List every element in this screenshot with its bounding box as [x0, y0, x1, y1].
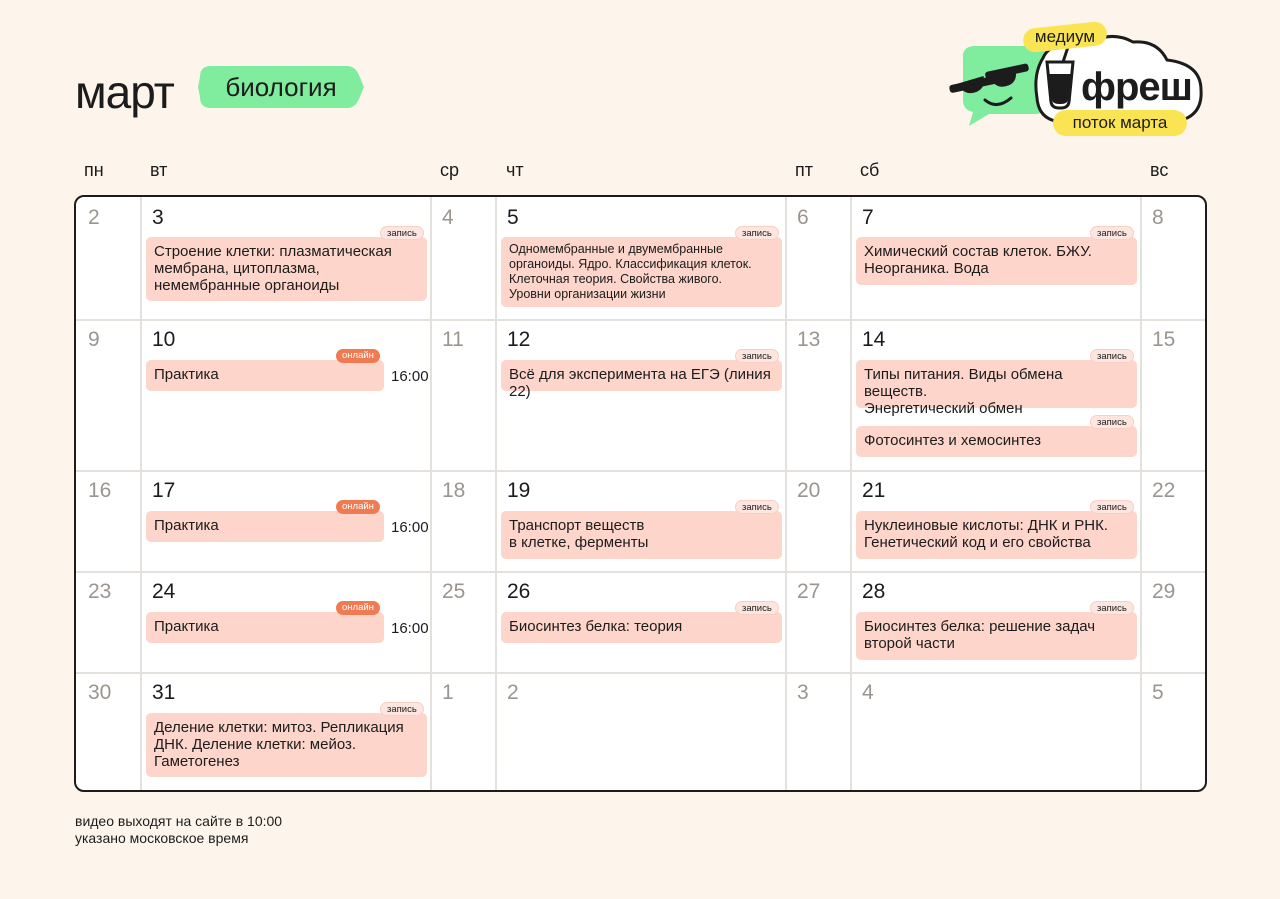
lesson-card[interactable]: Деление клетки: митоз. Репликация ДНК. Деление клетки: мейоз. Гаметогенез	[146, 713, 427, 777]
weekday-mon: пн	[84, 160, 104, 180]
date-cell: 6	[797, 206, 809, 229]
date-cell: 7	[862, 206, 874, 229]
recording-badge: запись	[735, 500, 779, 514]
date-cell: 5	[1152, 681, 1164, 704]
recording-badge: запись	[735, 601, 779, 615]
logo-fresh-label: фреш	[1081, 65, 1193, 109]
date-cell: 12	[507, 328, 531, 351]
date-cell: 31	[152, 681, 176, 704]
online-badge: онлайн	[336, 500, 380, 514]
date-cell: 4	[442, 206, 454, 229]
date-cell: 20	[797, 479, 821, 502]
date-cell: 27	[797, 580, 821, 603]
date-cell: 15	[1152, 328, 1176, 351]
date-cell: 28	[862, 580, 886, 603]
grid-divider	[850, 197, 852, 790]
date-cell: 18	[442, 479, 466, 502]
weekday-fri: пт	[795, 160, 813, 180]
lesson-card[interactable]: Строение клетки: плазматическая мембрана, цитоплазма, немембранные органоиды	[146, 237, 427, 301]
month-title: март	[75, 66, 174, 118]
date-cell: 10	[152, 328, 176, 351]
lesson-card[interactable]: Практика	[146, 511, 384, 542]
footer-line: указано московское время	[75, 830, 249, 846]
lesson-card[interactable]: Биосинтез белка: теория	[501, 612, 782, 643]
lesson-card[interactable]: Транспорт веществ в клетке, ферменты	[501, 511, 782, 559]
logo-medium-label: медиум	[1034, 27, 1096, 46]
date-cell: 16	[88, 479, 112, 502]
lesson-card[interactable]: Нуклеиновые кислоты: ДНК и РНК. Генетический код и его свойства	[856, 511, 1137, 559]
recording-badge: запись	[735, 226, 779, 240]
recording-badge: запись	[1090, 500, 1134, 514]
lesson-card[interactable]: Фотосинтез и хемосинтез	[856, 426, 1137, 457]
grid-divider	[76, 571, 1205, 573]
subject-tag	[197, 63, 365, 111]
weekday-wed: ср	[440, 160, 460, 180]
grid-divider	[76, 672, 1205, 674]
recording-badge: запись	[735, 349, 779, 363]
date-cell: 17	[152, 479, 176, 502]
date-cell: 2	[88, 206, 100, 229]
lesson-card[interactable]: Практика	[146, 360, 384, 391]
date-cell: 29	[1152, 580, 1176, 603]
grid-divider	[785, 197, 787, 790]
brand-logo	[945, 18, 1215, 143]
lesson-card[interactable]: Практика	[146, 612, 384, 643]
weekday-sun: вс	[1150, 160, 1169, 180]
calendar-grid	[74, 195, 1207, 792]
date-cell: 1	[442, 681, 454, 704]
grid-divider	[76, 319, 1205, 321]
weekday-sat: сб	[860, 160, 880, 180]
date-cell: 14	[862, 328, 886, 351]
logo-flow-label: поток марта	[1072, 113, 1168, 132]
date-cell: 30	[88, 681, 112, 704]
grid-divider	[140, 197, 142, 790]
recording-badge: запись	[1090, 415, 1134, 429]
date-cell: 5	[507, 206, 519, 229]
recording-badge: запись	[380, 702, 424, 716]
date-cell: 9	[88, 328, 100, 351]
lesson-time: 16:00	[391, 368, 429, 385]
online-badge: онлайн	[336, 601, 380, 615]
subject-tag-label: биология	[225, 71, 337, 102]
weekday-thu: чт	[506, 160, 524, 180]
weekday-tue: вт	[150, 160, 168, 180]
date-cell: 25	[442, 580, 466, 603]
date-cell: 23	[88, 580, 112, 603]
recording-badge: запись	[1090, 601, 1134, 615]
date-cell: 21	[862, 479, 886, 502]
date-cell: 24	[152, 580, 176, 603]
lesson-card[interactable]: Всё для эксперимента на ЕГЭ (линия 22)	[501, 360, 782, 391]
lesson-time: 16:00	[391, 519, 429, 536]
lesson-card[interactable]: Типы питания. Виды обмена веществ. Энергетический обмен	[856, 360, 1137, 408]
grid-divider	[1140, 197, 1142, 790]
date-cell: 4	[862, 681, 874, 704]
grid-divider	[495, 197, 497, 790]
recording-badge: запись	[1090, 349, 1134, 363]
lesson-time: 16:00	[391, 620, 429, 637]
grid-divider	[430, 197, 432, 790]
date-cell: 19	[507, 479, 531, 502]
date-cell: 22	[1152, 479, 1176, 502]
recording-badge: запись	[380, 226, 424, 240]
date-cell: 26	[507, 580, 531, 603]
date-cell: 13	[797, 328, 821, 351]
footer-line: видео выходят на сайте в 10:00	[75, 813, 283, 829]
lesson-card[interactable]: Одномембранные и двумембранные органоиды. Ядро. Классификация клеток. Клеточная теория. Свойства живого. Уровни организации жизни	[501, 237, 782, 307]
date-cell: 2	[507, 681, 519, 704]
date-cell: 3	[152, 206, 164, 229]
lesson-card[interactable]: Химический состав клеток. БЖУ. Неорганика. Вода	[856, 237, 1137, 285]
online-badge: онлайн	[336, 349, 380, 363]
grid-divider	[76, 470, 1205, 472]
footer-note	[75, 813, 282, 847]
date-cell: 3	[797, 681, 809, 704]
date-cell: 11	[442, 328, 464, 351]
lesson-card[interactable]: Биосинтез белка: решение задач второй части	[856, 612, 1137, 660]
date-cell: 8	[1152, 206, 1164, 229]
recording-badge: запись	[1090, 226, 1134, 240]
